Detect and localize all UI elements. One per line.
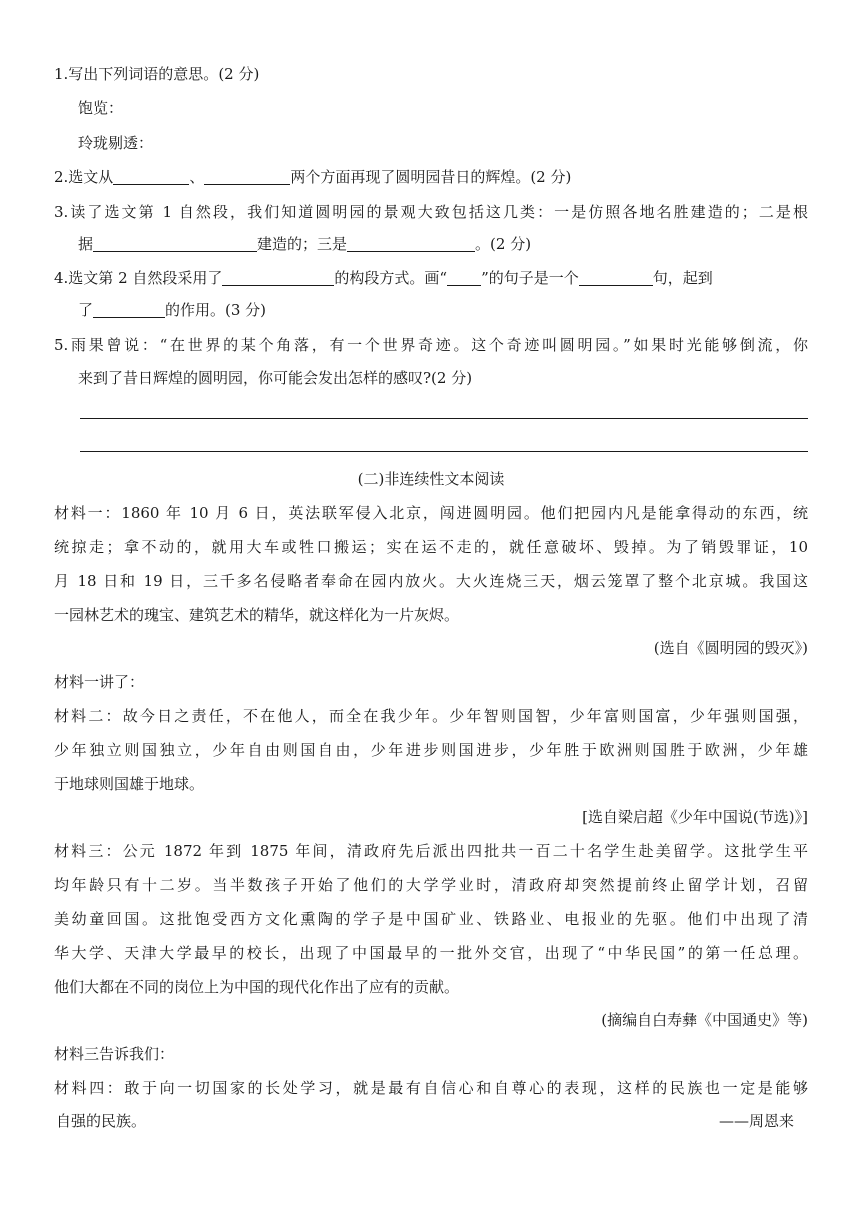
material-2-line-2: 少年独立则国独立，少年自由则国自由，少年进步则国进步，少年胜于欧洲则国胜于欧洲，少年雄 — [54, 741, 808, 759]
material-1-line-2: 统掠走；拿不动的，就用大车或牲口搬运；实在运不走的，就任意破坏、毁掉。为了销毁罪证，10 — [54, 538, 808, 556]
material-2-line-3: 于地球则国雄于地球。 — [54, 775, 205, 793]
answer-blank-q2-1[interactable] — [113, 167, 189, 185]
material-3-line-1: 材料三：公元 1872 年到 1875 年间，清政府先后派出四批共一百二十名学生赴美留学。这批学生平 — [54, 842, 808, 860]
material-4-line-1: 材料四：敢于向一切国家的长处学习，就是最有自信心和自尊心的表现，这样的民族也一定是能够 — [54, 1079, 808, 1097]
material-1-prompt: 材料一讲了： — [54, 673, 145, 691]
material-3-source: (摘编自白寿彝《中国通史》等) — [601, 1011, 808, 1029]
section-title: (二)非连续性文本阅读 — [357, 470, 505, 488]
answer-line-q5-1[interactable] — [80, 418, 808, 419]
question-1-stem: 1.写出下列词语的意思。(2 分) — [54, 65, 260, 83]
question-4-line-1: 4.选文第 2 自然段采用了 的构段方式。画“ ”的句子是一个 句，起到 — [54, 269, 713, 287]
question-2: 2.选文从 、 两个方面再现了圆明园昔日的辉煌。(2 分) — [54, 168, 572, 186]
material-2-source: [选自梁启超《少年中国说(节选)》] — [582, 808, 808, 826]
word-2-label: 玲珑剔透： — [78, 134, 154, 152]
question-4-line-2: 了 的作用。(3 分) — [78, 301, 267, 319]
question-3-line-1: 3.读了选文第 1 自然段，我们知道圆明园的景观大致包括这几类：一是仿照各地名胜建造的；二是根 — [54, 203, 808, 221]
material-3-line-3: 美幼童回国。这批饱受西方文化熏陶的学子是中国矿业、铁路业、电报业的先驱。他们中出现了清 — [54, 910, 808, 928]
answer-blank-q4-1[interactable] — [222, 268, 334, 286]
question-3-line-2: 据 建造的；三是 。(2 分) — [78, 235, 532, 253]
material-1-source: (选自《圆明园的毁灭》) — [653, 639, 808, 657]
answer-blank-q4-3[interactable] — [579, 268, 653, 286]
material-1-line-4: 一园林艺术的瑰宝、建筑艺术的精华，就这样化为一片灰烬。 — [54, 606, 460, 624]
material-1-line-3: 月 18 日和 19 日，三千多名侵略者奉命在园内放火。大火连烧三天，烟云笼罩了整个北京城。我国这 — [54, 572, 808, 590]
answer-blank-q2-2[interactable] — [204, 167, 290, 185]
question-5-line-1: 5.雨果曾说：“在世界的某个角落，有一个世界奇迹。这个奇迹叫圆明园。”如果时光能够倒流，你 — [54, 336, 808, 354]
answer-blank-q4-2[interactable] — [447, 268, 481, 286]
material-4-author: ——周恩来 — [718, 1112, 794, 1130]
material-2-line-1: 材料二：故今日之责任，不在他人，而全在我少年。少年智则国智，少年富则国富，少年强则国强， — [54, 707, 808, 725]
answer-line-q5-2[interactable] — [80, 451, 808, 452]
material-3-prompt: 材料三告诉我们： — [54, 1045, 175, 1063]
answer-blank-q4-4[interactable] — [93, 300, 165, 318]
question-1-word-2 — [78, 129, 808, 157]
material-3-line-4: 华大学、天津大学最早的校长，出现了中国最早的一批外交官，出现了“中华民国”的第一任总理。 — [54, 944, 808, 962]
material-1-line-1: 材料一：1860 年 10 月 6 日，英法联军侵入北京，闯进圆明园。他们把园内凡是能拿得动的东西，统 — [54, 504, 808, 522]
answer-blank-q3-1[interactable] — [93, 234, 257, 252]
question-1-word-1 — [78, 94, 808, 122]
answer-blank-q3-2[interactable] — [347, 234, 475, 252]
question-5-line-2: 来到了昔日辉煌的圆明园，你可能会发出怎样的感叹?(2 分) — [78, 369, 473, 387]
word-1-label: 饱览： — [78, 99, 124, 117]
material-3-line-5: 他们大都在不同的岗位上为中国的现代化作出了应有的贡献。 — [54, 978, 460, 996]
material-3-line-2: 均年龄只有十二岁。当半数孩子开始了他们的大学学业时，清政府却突然提前终止留学计划，召留 — [54, 876, 808, 894]
material-4-line-2: 自强的民族。 ——周恩来 — [56, 1107, 794, 1135]
